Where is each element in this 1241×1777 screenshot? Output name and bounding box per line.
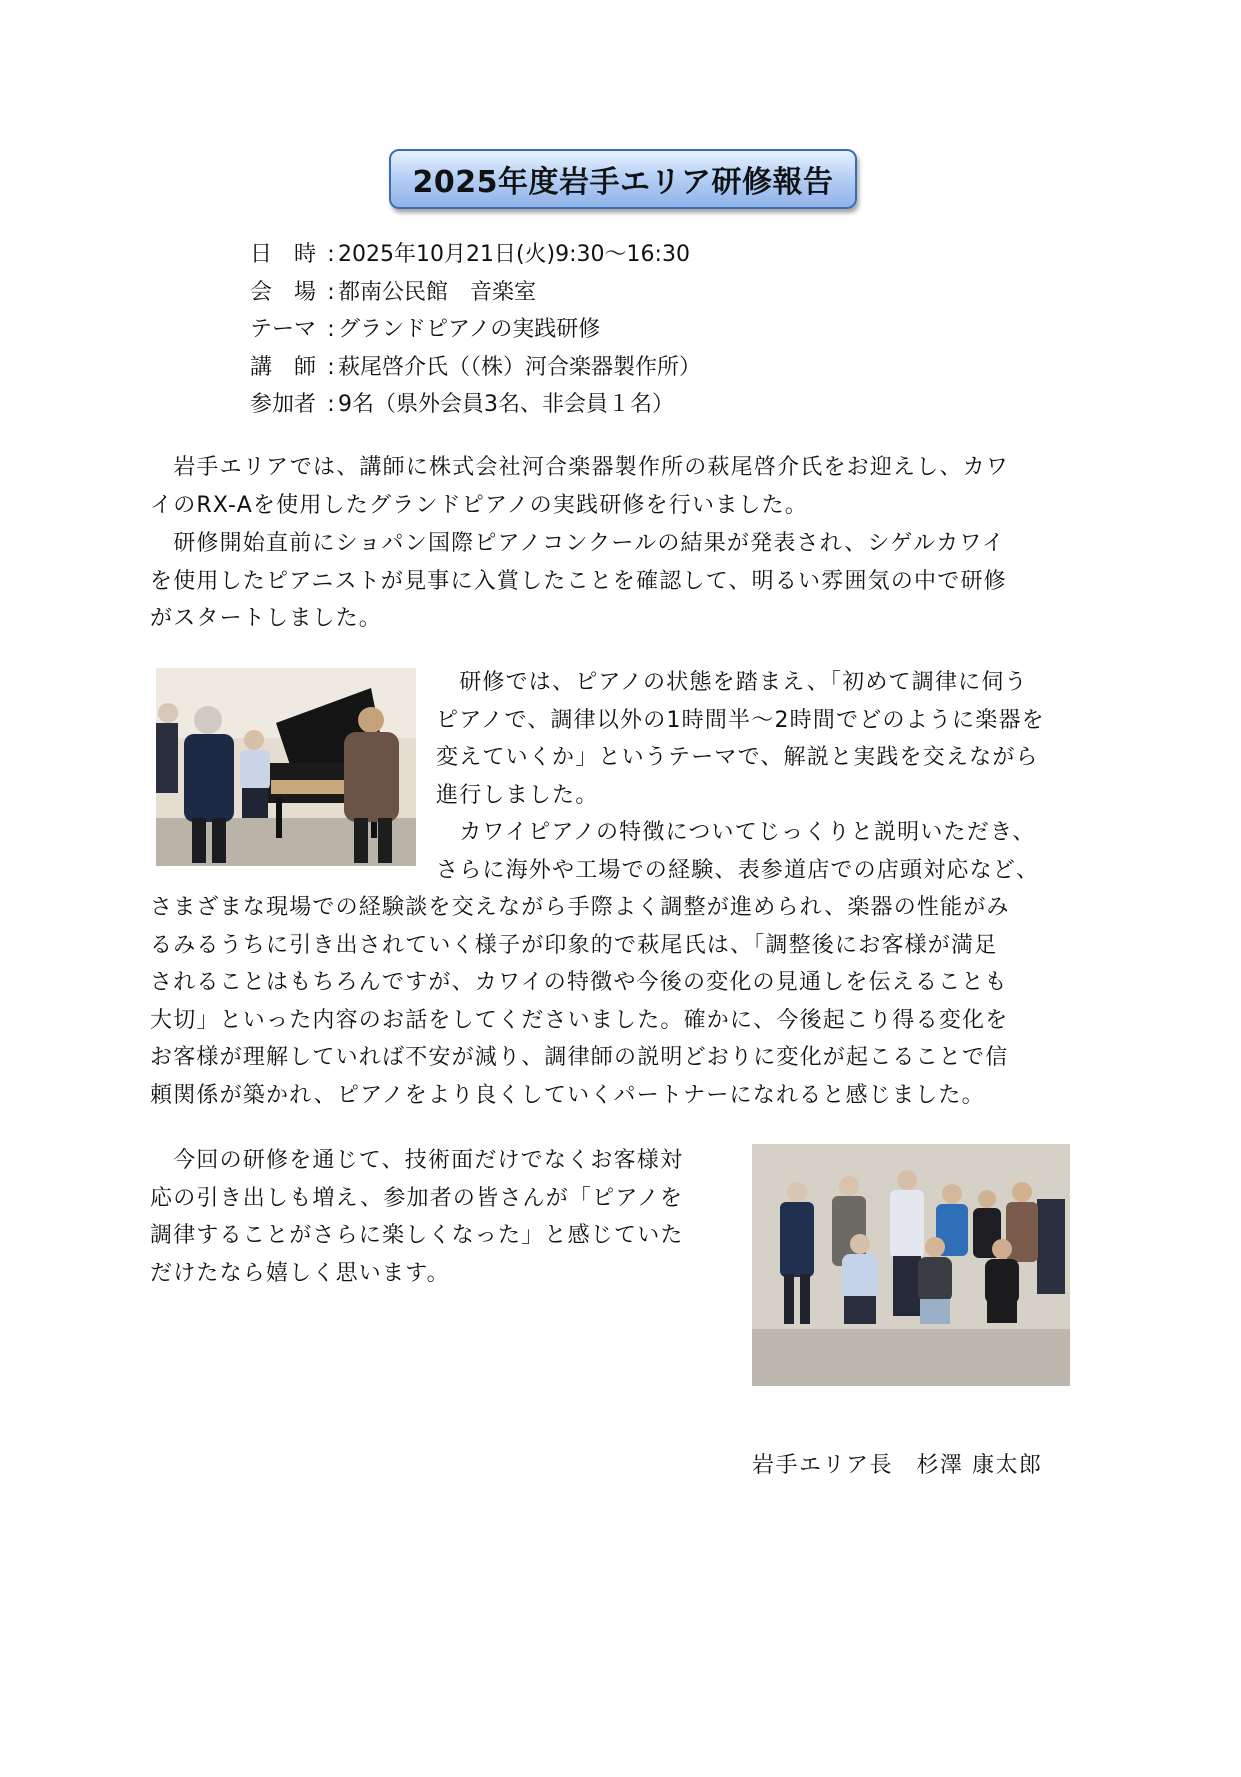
info-row-venue	[250, 274, 701, 312]
text-line: ピアノで、調律以外の1時間半～2時間でどのように楽器を	[436, 707, 1045, 733]
text-line: がスタートしました。	[150, 606, 383, 631]
event-info	[250, 236, 701, 424]
info-label-participants: 参加者	[250, 392, 317, 417]
text-line: 調律することがさらに楽しくなった」と感じていた	[150, 1223, 684, 1248]
info-separator: :	[327, 392, 335, 417]
text-line: 研修開始直前にショパン国際ピアノコンクールの結果が発表され、シゲルカワイ	[150, 531, 1006, 556]
info-value-date: 2025年10月21日(火)9:30～16:30	[338, 242, 690, 267]
text-line: 進行しました。	[436, 782, 599, 808]
text-line: 岩手エリアでは、講師に株式会社河合楽器製作所の萩尾啓介氏をお迎えし、カワ	[150, 455, 1010, 480]
info-separator: :	[327, 279, 335, 305]
text-line: お客様が理解していれば不安が減り、調律師の説明どおりに変化が起こることで信	[150, 1045, 1009, 1070]
text-line: だけたなら嬉しく思います。	[150, 1260, 450, 1286]
info-separator: :	[327, 317, 335, 342]
text-line: るみるうちに引き出されていく様子が印象的で萩尾氏は、「調整後にお客様が満足	[150, 932, 998, 958]
paragraph-experience	[150, 889, 1080, 1114]
text-line: 今回の研修を通じて、技術面だけでなくお客様対	[150, 1148, 684, 1173]
info-separator: :	[327, 242, 335, 267]
text-line: 大切」といった内容のお話をしてくださいました。確かに、今後起こり得る変化を	[150, 1007, 1009, 1033]
paragraph-kawai-features	[436, 814, 1086, 889]
info-value-lecturer: 萩尾啓介氏（（株）河合楽器製作所）	[338, 354, 702, 380]
text-line: 頼関係が築かれ、ピアノをより良くしていくパートナーになれると感じました。	[150, 1082, 985, 1108]
info-row-theme	[250, 311, 701, 349]
info-row-lecturer	[250, 349, 701, 387]
text-line: されることはもちろんですが、カワイの特徴や今後の変化の見通しを伝えることも	[150, 970, 1008, 995]
text-line: カワイピアノの特徴についてじっくりと説明いただき、	[436, 820, 1036, 845]
text-line: さまざまな現場での経験談を交えながら手際よく調整が進められ、楽器の性能がみ	[150, 895, 1010, 920]
info-value-participants: 9名（県外会員3名、非会員１名）	[338, 392, 674, 417]
info-separator: :	[327, 354, 335, 380]
info-label-date: 日 時	[250, 242, 317, 267]
info-value-venue: 都南公民館 音楽室	[338, 279, 537, 305]
text-line: 変えていくか」というテーマで、解説と実践を交えながら	[436, 745, 1039, 770]
text-line: さらに海外や工場での経験、表参道店での店頭対応など、	[436, 857, 1040, 883]
info-value-theme: グランドピアノの実践研修	[338, 317, 601, 342]
text-line: 研修では、ピアノの状態を踏まえ、「初めて調律に伺う	[436, 670, 1028, 695]
signature: 岩手エリア長 杉澤 康太郎	[752, 1453, 1043, 1478]
paragraph-training-theme	[436, 664, 1086, 814]
paragraph-competition	[150, 525, 1080, 638]
page-title: 2025年度岩手エリア研修報告	[389, 149, 857, 209]
paragraph-intro	[150, 449, 1080, 524]
paragraph-conclusion	[150, 1142, 730, 1292]
text-line: イのRX-Aを使用したグランドピアノの実践研修を行いました。	[150, 492, 809, 518]
text-line: を使用したピアニストが見事に入賞したことを確認して、明るい雰囲気の中で研修	[150, 568, 1007, 594]
group-photo	[752, 1144, 1070, 1386]
info-label-theme: テーマ	[250, 317, 317, 342]
info-row-date	[250, 236, 701, 274]
info-label-lecturer: 講 師	[250, 354, 317, 380]
info-row-participants	[250, 386, 701, 424]
piano-training-photo	[156, 668, 416, 866]
info-label-venue: 会 場	[250, 279, 317, 305]
text-line: 応の引き出しも増え、参加者の皆さんが「ピアノを	[150, 1185, 684, 1211]
